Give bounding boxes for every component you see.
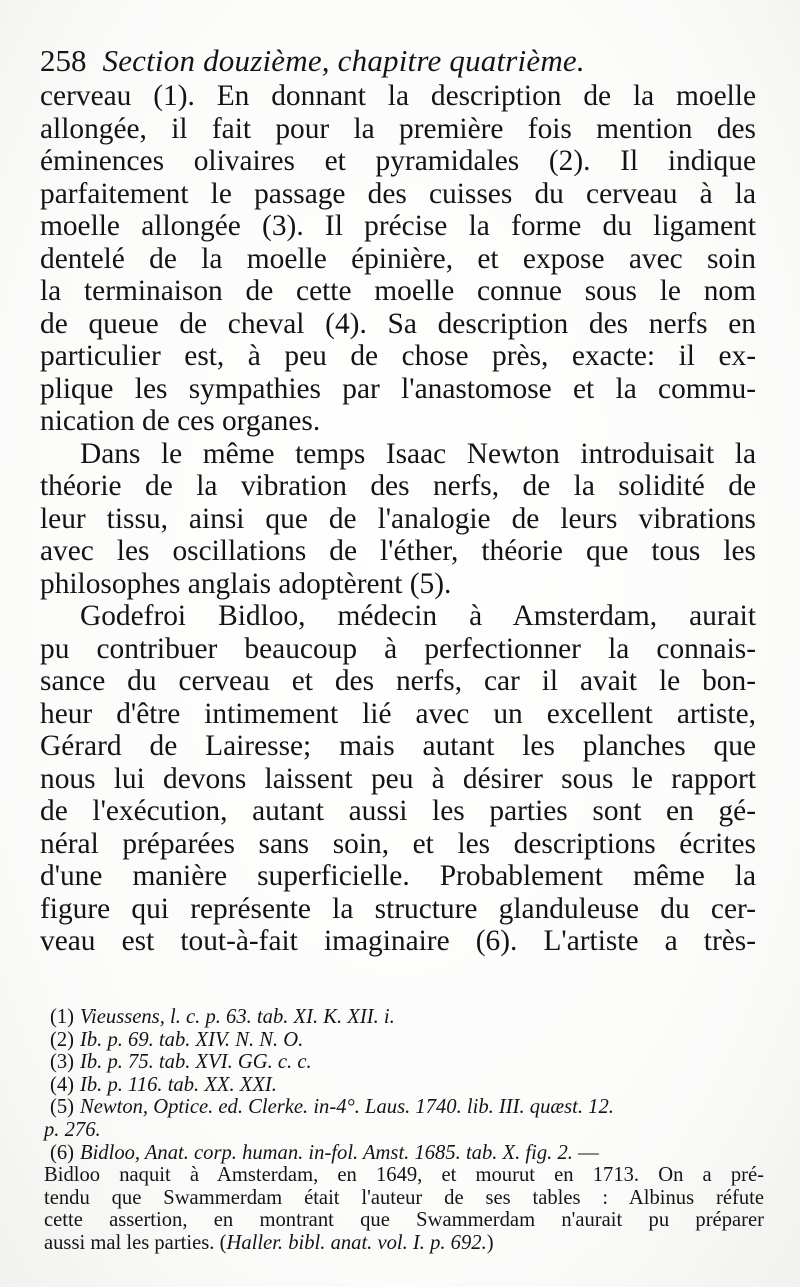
footnote: [50, 1051, 764, 1074]
running-title: Section douzième, chapitre quatrième.: [102, 43, 585, 78]
text-line: pu contribuer beaucoup à perfectionner la connais-: [40, 632, 756, 665]
text-line: veau est tout-à-fait imaginaire (6). L'artiste a très-: [40, 925, 756, 957]
text-line: cerveau (1). En donnant la description de la moelle: [40, 80, 756, 112]
footnote: [50, 1096, 764, 1119]
text-line: plique les sympathies par l'anastomose et la commu-: [40, 372, 756, 405]
text-line: heur d'être intimement lié avec un excellent artiste,: [40, 697, 756, 730]
text-line: parfaitement le passage des cuisses du cerveau à la: [40, 177, 756, 210]
body-text: [40, 80, 756, 958]
text-line: néral préparées sans soin, et les descriptions écrites: [40, 827, 756, 860]
footnote-citation: Newton, Optice. ed. Clerke. in-4°. Laus. 1740. lib. III. quæst. 12.: [80, 1096, 614, 1119]
text-line: la terminaison de cette moelle connue sous le nom: [40, 275, 756, 307]
text-line: de queue de cheval (4). Sa description des nerfs en: [40, 307, 756, 340]
footnote-citation: Ib. p. 116. tab. XX. XXI.: [80, 1073, 277, 1096]
text-line: nous lui devons laissent peu à désirer sous le rapport: [40, 762, 756, 795]
footnote-number: (4): [50, 1073, 75, 1096]
text-line: sance du cerveau et des nerfs, car il avait le bon-: [40, 665, 756, 697]
text-line: particulier est, à peu de chose près, exacte: il ex-: [40, 340, 756, 372]
text-line: figure qui représente la structure glanduleuse du cer-: [40, 892, 756, 925]
text-line: avec les oscillations de l'éther, théorie que tous les: [40, 535, 756, 567]
footnote: [50, 1029, 764, 1052]
footnote-citation: Haller. bibl. anat. vol. I. p. 692.: [226, 1231, 487, 1254]
footnote-number: (6): [50, 1141, 75, 1164]
footnote-last-line: [44, 1232, 764, 1255]
footnote-number: (1): [50, 1006, 75, 1028]
paragraph-first-line: Godefroi Bidloo, médecin à Amsterdam, aurait: [80, 600, 756, 632]
text-line: théorie de la vibration des nerfs, de la solidité de: [40, 470, 756, 502]
footnote-citation: Bidloo, Anat. corp. human. in-fol. Amst. 1685. tab. X. fig. 2.: [80, 1141, 573, 1164]
text-line: éminences olivaires et pyramidales (2). Il indique: [40, 145, 756, 177]
text-line: allongée, il fait pour la première fois mention des: [40, 112, 756, 145]
footnotes: [44, 1006, 764, 1255]
text-line: leur tissu, ainsi que de l'analogie de leurs vibrations: [40, 502, 756, 535]
paragraph-end-line: nication de ces organes.: [40, 405, 321, 437]
footnote-dash: —: [572, 1141, 599, 1164]
footnote-continuation: p. 276.: [44, 1118, 101, 1141]
footnote-text: ): [486, 1231, 494, 1254]
page-number: 258: [40, 43, 87, 78]
footnote-text-line: tendu que Swammerdam était l'auteur de ses tables : Albinus réfute: [44, 1186, 764, 1209]
footnote-text: aussi mal les parties. (: [44, 1231, 227, 1254]
text-line: dentelé de la moelle épinière, et expose avec soin: [40, 242, 756, 275]
footnote-citation: Vieussens, l. c. p. 63. tab. XI. K. XII. i.: [80, 1006, 395, 1028]
footnote-citation: Ib. p. 75. tab. XVI. GG. c. c.: [80, 1051, 312, 1074]
footnote-number: (3): [50, 1051, 75, 1074]
text-line: Gérard de Lairesse; mais autant les planches que: [40, 730, 756, 762]
paragraph-first-line: Dans le même temps Isaac Newton introduisait la: [80, 437, 756, 470]
footnote-number: (2): [50, 1028, 75, 1051]
footnote-text-line: cette assertion, en montrant que Swammerdam n'aurait pu préparer: [44, 1209, 764, 1232]
footnote-text-line: Bidloo naquit à Amsterdam, en 1649, et mourut en 1713. On a pré-: [44, 1164, 764, 1187]
footnote: [50, 1006, 764, 1029]
footnote: [50, 1074, 764, 1097]
running-header: [40, 38, 760, 84]
footnote-number: (5): [50, 1096, 75, 1119]
footnote: [50, 1142, 764, 1165]
paragraph-end-line: philosophes anglais adoptèrent (5).: [40, 567, 452, 600]
text-line: d'une manière superficielle. Probablement même la: [40, 860, 756, 892]
text-line: de l'exécution, autant aussi les parties sont en gé-: [40, 795, 756, 827]
footnote-citation: Ib. p. 69. tab. XIV. N. N. O.: [80, 1028, 304, 1051]
text-line: moelle allongée (3). Il précise la forme du ligament: [40, 210, 756, 242]
